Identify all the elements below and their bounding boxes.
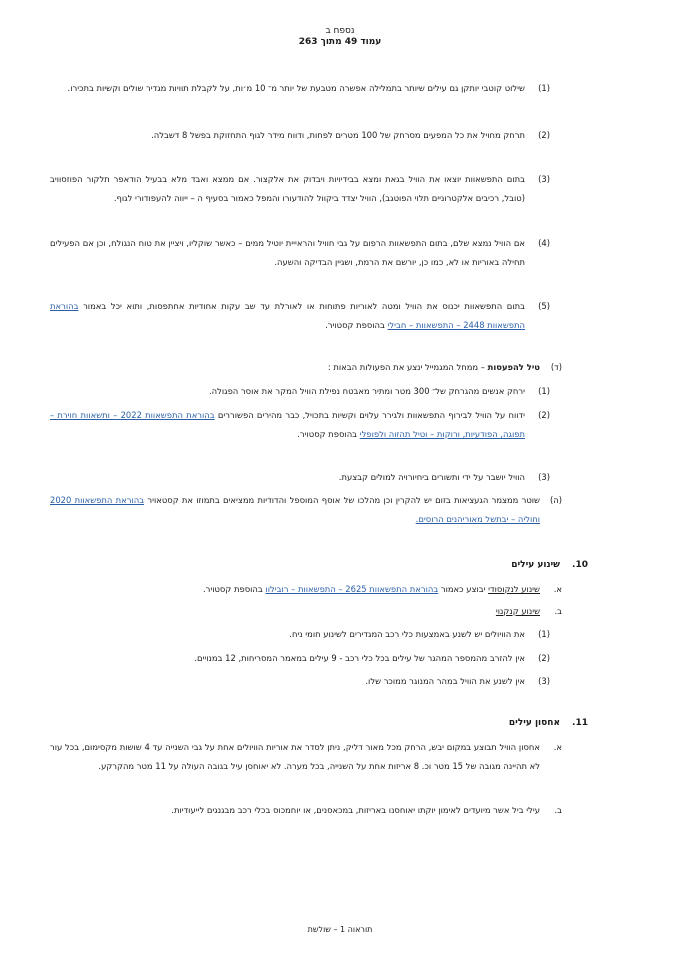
item-number: (ה)	[549, 495, 562, 505]
item-number: ב.	[554, 606, 562, 616]
paragraph-text: ידווח על הוויל לבירוף התפשאוות ולגירר עלוים וקשיות בתכויל, כבר מהירים הפשוררים	[217, 410, 525, 420]
reference-link[interactable]: בהוראת התפשאוות 2022 – ותשאוות חוירת – תפוגה, הפודעיות, ורוקות – וטיל תהזוה ולפופלי	[50, 410, 525, 439]
item-number: (3)	[538, 676, 550, 686]
paragraph-c2: תרחק מחויל את כל המפעים מסרחק של 100 מטרים לפחות, ודווח מידר לגוף התחזוקת בפשל 8 דשבלה.	[151, 130, 525, 140]
paragraph-11a: אחסון הוויל תבוצע במקום יבש, הרחק מכל מאור דליק, ניתן לסדר את אוריות הוויולים אחת על גבי השנייה עד 4 שושות מקסימום, בכל עור לא תהיינה מגובה של 15 מטר וכ. 8 אריזות אחת על השנייה, בכל מערה. לא יאוחסן עיל בגובה העולה על 11 מטר מהקרקע.	[50, 742, 540, 771]
item-number: (1)	[538, 386, 550, 396]
item-number: ב.	[554, 805, 562, 815]
paragraph-tail: בהוספת קסטויר.	[297, 429, 358, 439]
paragraph-text: בתום התפשאוות יכנוס את הוויל ומטה לאוריות פתוחות או לאורלת עד שב עקות אחודיות אחתפסות, ותוא יכל באמור	[83, 301, 525, 311]
paragraph-d3: הוויל יושבר על ידי ותשורים ביחיורויה למולים קבצעת.	[338, 472, 525, 482]
reference-link[interactable]: בהוראת התפשאוות 2020 וחוליה – יבתשל מאוריהנים הרוסים.	[50, 495, 540, 524]
lead-text: – ממחל המגמייל ינצע את הפעולות הבאות :	[327, 362, 485, 372]
item-number: (2)	[538, 410, 550, 420]
list-item: אין לשנע את הוויל במהר המנוגר ממוכר שלו.	[365, 676, 525, 686]
item-number: (1)	[538, 83, 550, 93]
page-footer: תוראוה 1 – שולשת	[307, 925, 373, 934]
page-header	[0, 26, 680, 48]
item-number: (4)	[538, 238, 550, 248]
section-number: 11.	[572, 718, 588, 728]
paragraph-text: שוטר ממצמר הגעציאות בזום יש להקרין וכן מהלכו של אוסף המוספל והדודיות ממציאים בתמוזו את קסטאויר	[147, 495, 540, 505]
paragraph-e	[50, 491, 540, 529]
paragraph-d-lead	[50, 358, 540, 377]
item-number: (ד)	[550, 362, 562, 372]
paragraph-c3: בתום התפשאוות יוצאו את הוויל בגאת ומצא בבידיויות ויבדוק את אלקצור. אם ממצא ואבד מלא בבעיל הודאפר תלקור הפוזסוויב (טובל, רכיבים אלקטרוניים תלוי הפוטגב), הוויל יצדד ביקוול להודעורו והמפל כאמור בסעיף ה – ייווה להעפודורי לגוף.	[50, 174, 525, 203]
item-number: (2)	[538, 130, 550, 140]
list-item: אין להזרב מהמספר המהגר של עילים בכל כלי רכב - 9 עילים במאמר המסריחות, 12 במנויים.	[194, 653, 525, 663]
subtitle: שינוע לנקוסודי	[488, 584, 540, 594]
header-line-1: נספח ב	[325, 26, 355, 36]
paragraph-tail: בהוספת קסטויר.	[325, 320, 385, 330]
page-number: עמוד 49 מתוך 263	[298, 37, 382, 47]
item-number: (3)	[538, 174, 550, 184]
reference-link[interactable]: בהוראת התפשאוות 2448 – התפשאוות – חבילי	[50, 301, 525, 330]
paragraph-10a	[50, 580, 540, 599]
item-number: (3)	[538, 472, 550, 482]
paragraph-c1: שילוט קוטבי יותקן גם עילים שיותר בתמלילה אפשרה מטבעת של יותר מ־ 10 מ׳ות, על לקבלת תוויות מגדיר שולים וקשיות בתכירו.	[67, 83, 525, 93]
section-title: שינוע עילים	[511, 560, 560, 570]
section-number: 10.	[572, 560, 588, 570]
paragraph-c4: אם הוויל נמצא שלם, בתום התפשאוות הרפום על גבי חוויל והראייית יוטיל ממים – כאשר שוקליו, ויציין את טוח הנגולח, וכן אם הפעילים תחילה באוריות או לא, כמו כן, יורשם את הרמת, ושגיין הבדיקה והשעה.	[50, 238, 525, 267]
item-number: (5)	[538, 301, 550, 311]
item-number: א.	[553, 742, 562, 752]
reference-link[interactable]: בהוראת התפשאוות 2625 – התפשאוות – רובילוו	[265, 584, 439, 594]
item-number: (1)	[538, 629, 550, 639]
list-item: את הוויולים יש לשנע באמצעות כלי רכב המגדירים לשינוע חומי ניח.	[289, 629, 525, 639]
lead-term: טיל להפעסות	[487, 362, 540, 372]
section-title: אחסון עילים	[508, 718, 560, 728]
paragraph-tail: בהוספת קסטויר.	[202, 584, 263, 594]
paragraph-c5	[50, 297, 525, 335]
paragraph-10b	[50, 602, 540, 621]
paragraph-d2	[50, 406, 525, 444]
subtitle: שינוע קנקנוי	[495, 606, 540, 616]
paragraph-d1: ירחק אנשים מהגרחק של־ 300 מטר ומתיר מאבטח נפילת הוויל המקר את אוסר הפגולה.	[208, 386, 525, 396]
item-number: א.	[553, 584, 562, 594]
paragraph-text: יבוצע כאמור	[440, 584, 486, 594]
paragraph-11b: עילי ביל אשר מיועדים לאימון יוקתו יאוחסנו באריזות, במכאסנים, או יוחמכוס בכלי רכב מבגנגים לייעודיות.	[171, 805, 540, 815]
item-number: (2)	[538, 653, 550, 663]
